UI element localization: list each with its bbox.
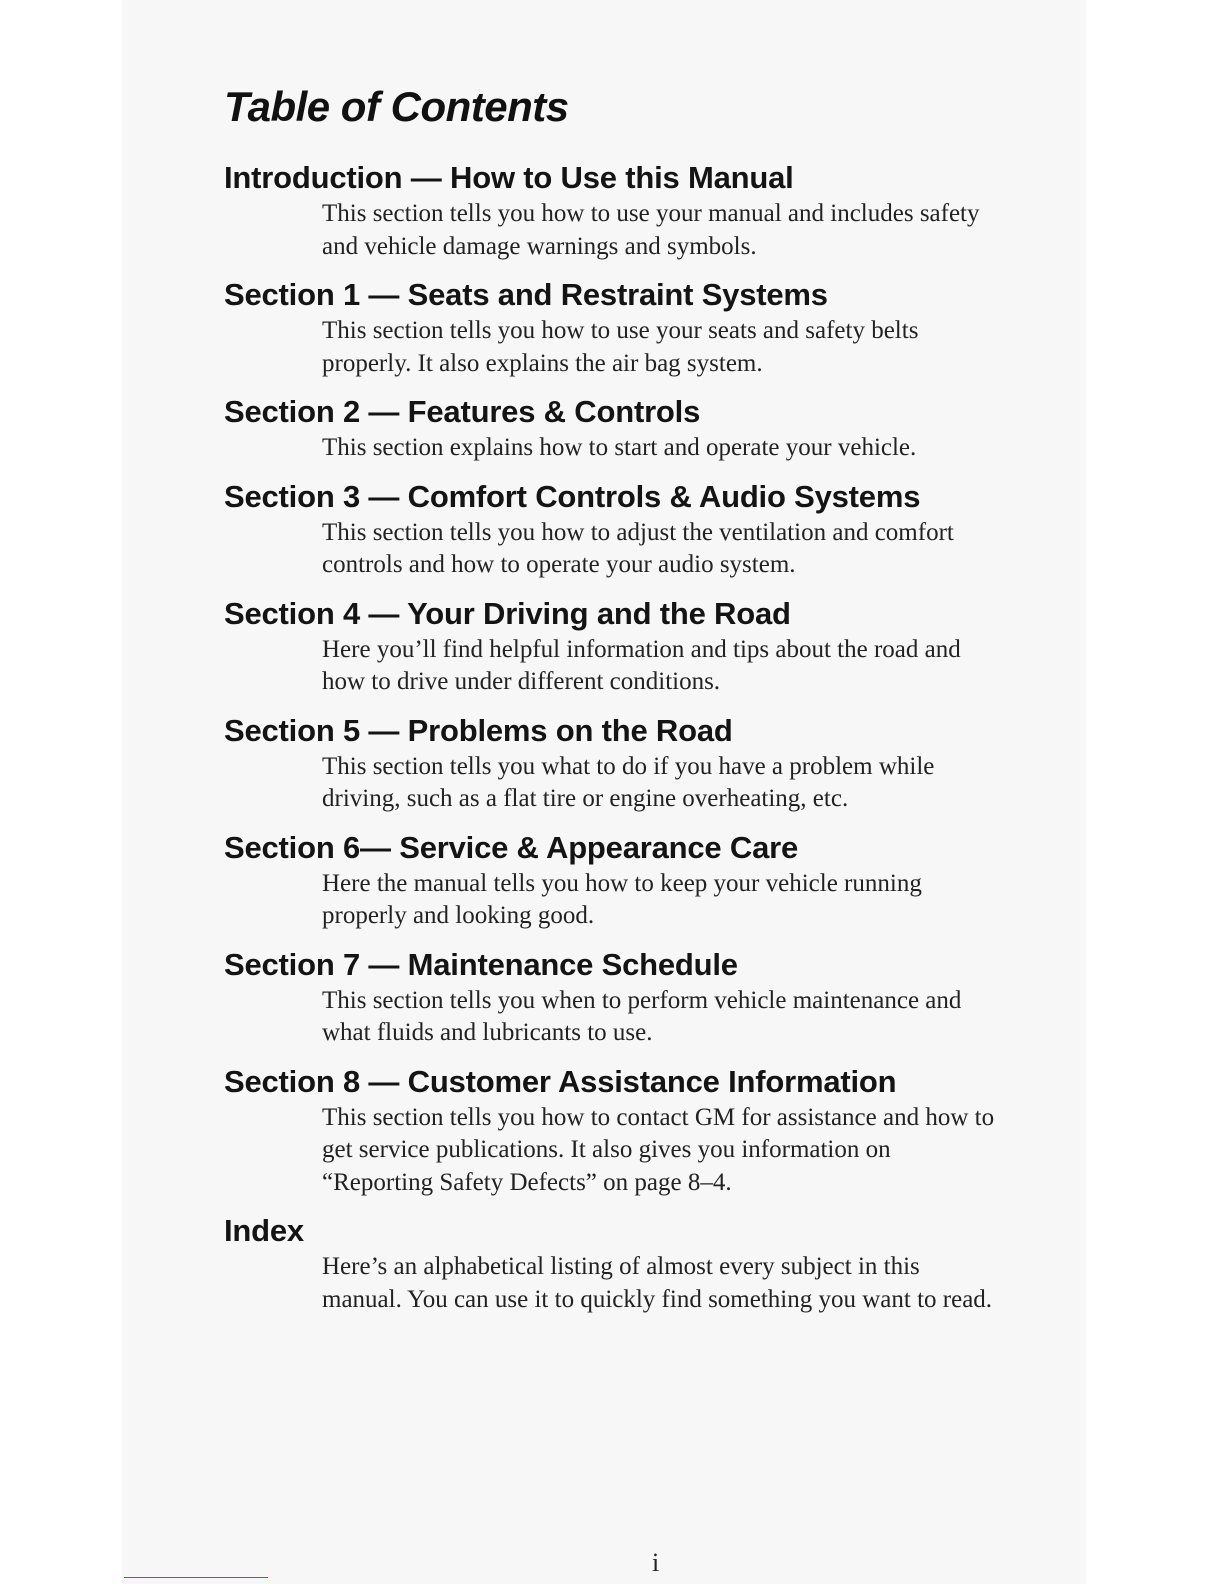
toc-heading: Section 8 — Customer Assistance Information (224, 1063, 897, 1099)
toc-description: This section tells you how to use your seats and safety belts properly. It also explains the air bag system. (322, 317, 919, 377)
toc-entry-index (224, 1211, 1064, 1316)
toc-heading: Section 7 — Maintenance Schedule (224, 946, 738, 982)
toc-description: Here’s an alphabetical listing of almost every subject in this manual. You can use it to quickly find something you want to read. (322, 1253, 993, 1313)
page-title: Table of Contents (224, 83, 569, 130)
toc-entry-section-1 (224, 275, 1064, 380)
toc-heading: Section 2 — Features & Controls (224, 394, 701, 429)
toc-description: This section tells you when to perform vehicle maintenance and what fluids and lubricants to use. (322, 986, 962, 1046)
toc-description: Here the manual tells you how to keep your vehicle running properly and looking good. (322, 869, 922, 929)
toc-entry-section-4 (224, 594, 1064, 699)
toc-entry-section-6 (224, 828, 1064, 933)
toc-entry-section-7 (224, 945, 1064, 1050)
toc-description: This section explains how to start and operate your vehicle. (322, 434, 917, 461)
toc-description: This section tells you what to do if you have a problem while driving, such as a flat tire or engine overheating, etc. (322, 752, 935, 812)
toc-entry-section-5 (224, 711, 1064, 816)
toc-description: Here you’ll find helpful information and tips about the road and how to drive under different conditions. (322, 635, 961, 695)
toc-heading: Index (224, 1213, 304, 1248)
toc-heading: Introduction — How to Use this Manual (224, 160, 794, 195)
toc-entry-section-3 (224, 477, 1064, 582)
toc-entry-section-8 (224, 1062, 1064, 1200)
toc-heading: Section 4 — Your Driving and the Road (224, 595, 791, 631)
toc-description: This section tells you how to adjust the ventilation and comfort controls and how to operate your audio system. (322, 518, 954, 578)
toc-description: This section tells you how to contact GM for assistance and how to get service publications. It also gives you information on “Reporting Safety Defects” on page 8–4. (322, 1103, 995, 1196)
toc-entry-introduction (224, 158, 1064, 263)
footer-divider (124, 1577, 268, 1578)
table-of-contents (224, 78, 1064, 1328)
toc-heading: Section 1 — Seats and Restraint Systems (224, 277, 828, 312)
toc-heading: Section 3 — Comfort Controls & Audio Systems (224, 478, 921, 514)
page-number: i (652, 1548, 660, 1577)
toc-heading: Section 6— Service & Appearance Care (224, 829, 799, 865)
toc-heading: Section 5 — Problems on the Road (224, 712, 733, 748)
toc-description: This section tells you how to use your manual and includes safety and vehicle damage warnings and symbols. (322, 200, 980, 260)
toc-entry-section-2 (224, 392, 1064, 465)
